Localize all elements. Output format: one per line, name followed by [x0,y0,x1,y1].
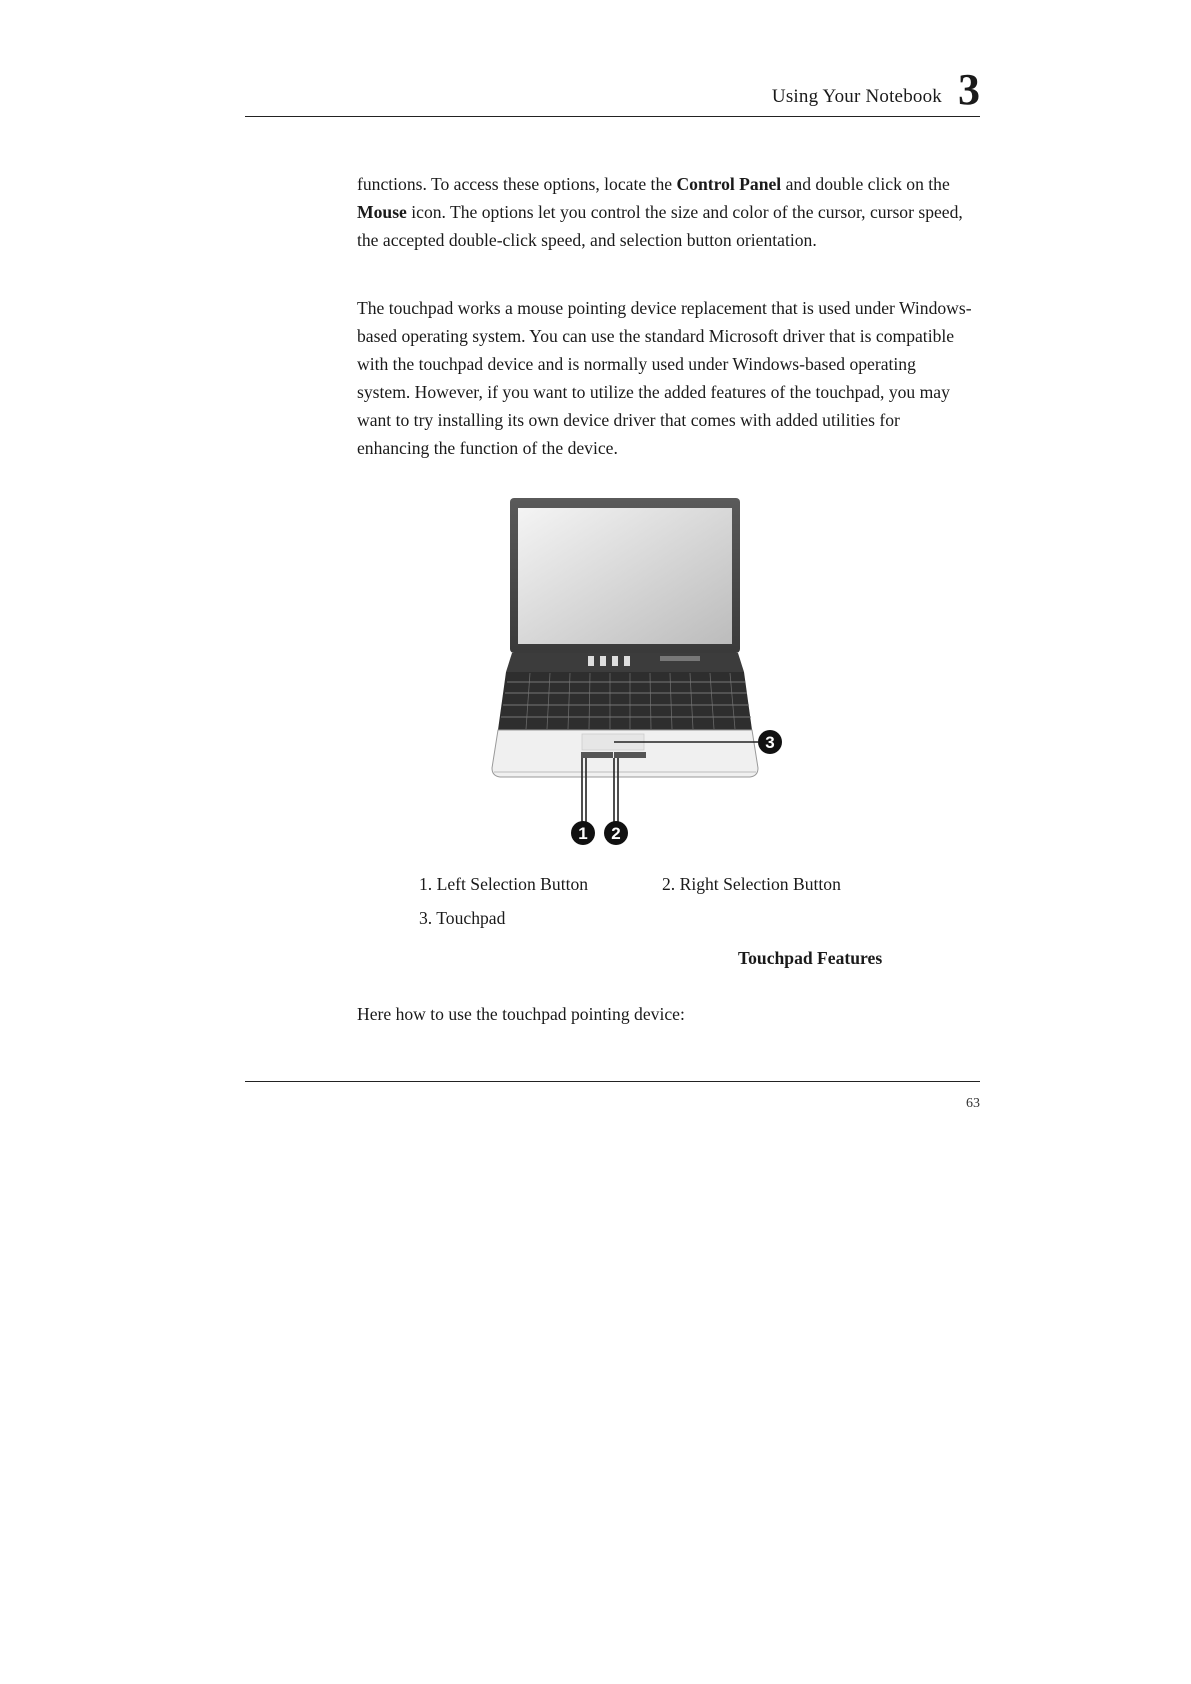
caption-left-selection-button: 1. Left Selection Button [419,874,589,894]
callout-number-1: 1 [578,824,588,843]
header-title: Using Your Notebook [771,86,942,107]
callout-number-2: 2 [611,824,621,843]
laptop-illustration [490,496,800,854]
figure-title: Touchpad Features [738,948,883,968]
p1-bold-control-panel: Control Panel [676,174,782,194]
caption-right-selection-button: 2. Right Selection Button [662,874,841,894]
laptop-figure [490,496,800,854]
page-footer [245,1081,980,1111]
p1-text-1: functions. To access these options, locate the [357,174,677,194]
screen [518,508,732,644]
callout-number-3: 3 [765,733,775,752]
paragraph-touchpad-driver: The touchpad works a mouse pointing device replacement that is used under Windows-based operating system. You can use the standard Microsoft driver that is compatible with the touchpad device and is normally used under Windows-based operating system. However, if you want to utilize the added features of the touchpad, you may want to try installing its own device driver that comes with added utilities for enhancing the function of the device. [357,298,972,458]
paragraph-mouse-options [357,170,972,254]
right-selection-button [614,752,646,758]
p1-bold-mouse: Mouse [357,202,407,222]
paragraph-how-to-use: Here how to use the touchpad pointing device: [357,1004,685,1024]
p1-text-2: and double click on the [781,174,950,194]
chapter-number: 3 [958,65,980,114]
caption-touchpad: 3. Touchpad [419,908,506,928]
page-number: 63 [966,1096,980,1111]
left-selection-button [581,752,613,758]
page-header [245,65,980,117]
keyboard [498,672,752,730]
p1-text-3: icon. The options let you control the size and color of the cursor, cursor speed, the accepted double-click speed, and selection button orientation. [357,202,963,250]
